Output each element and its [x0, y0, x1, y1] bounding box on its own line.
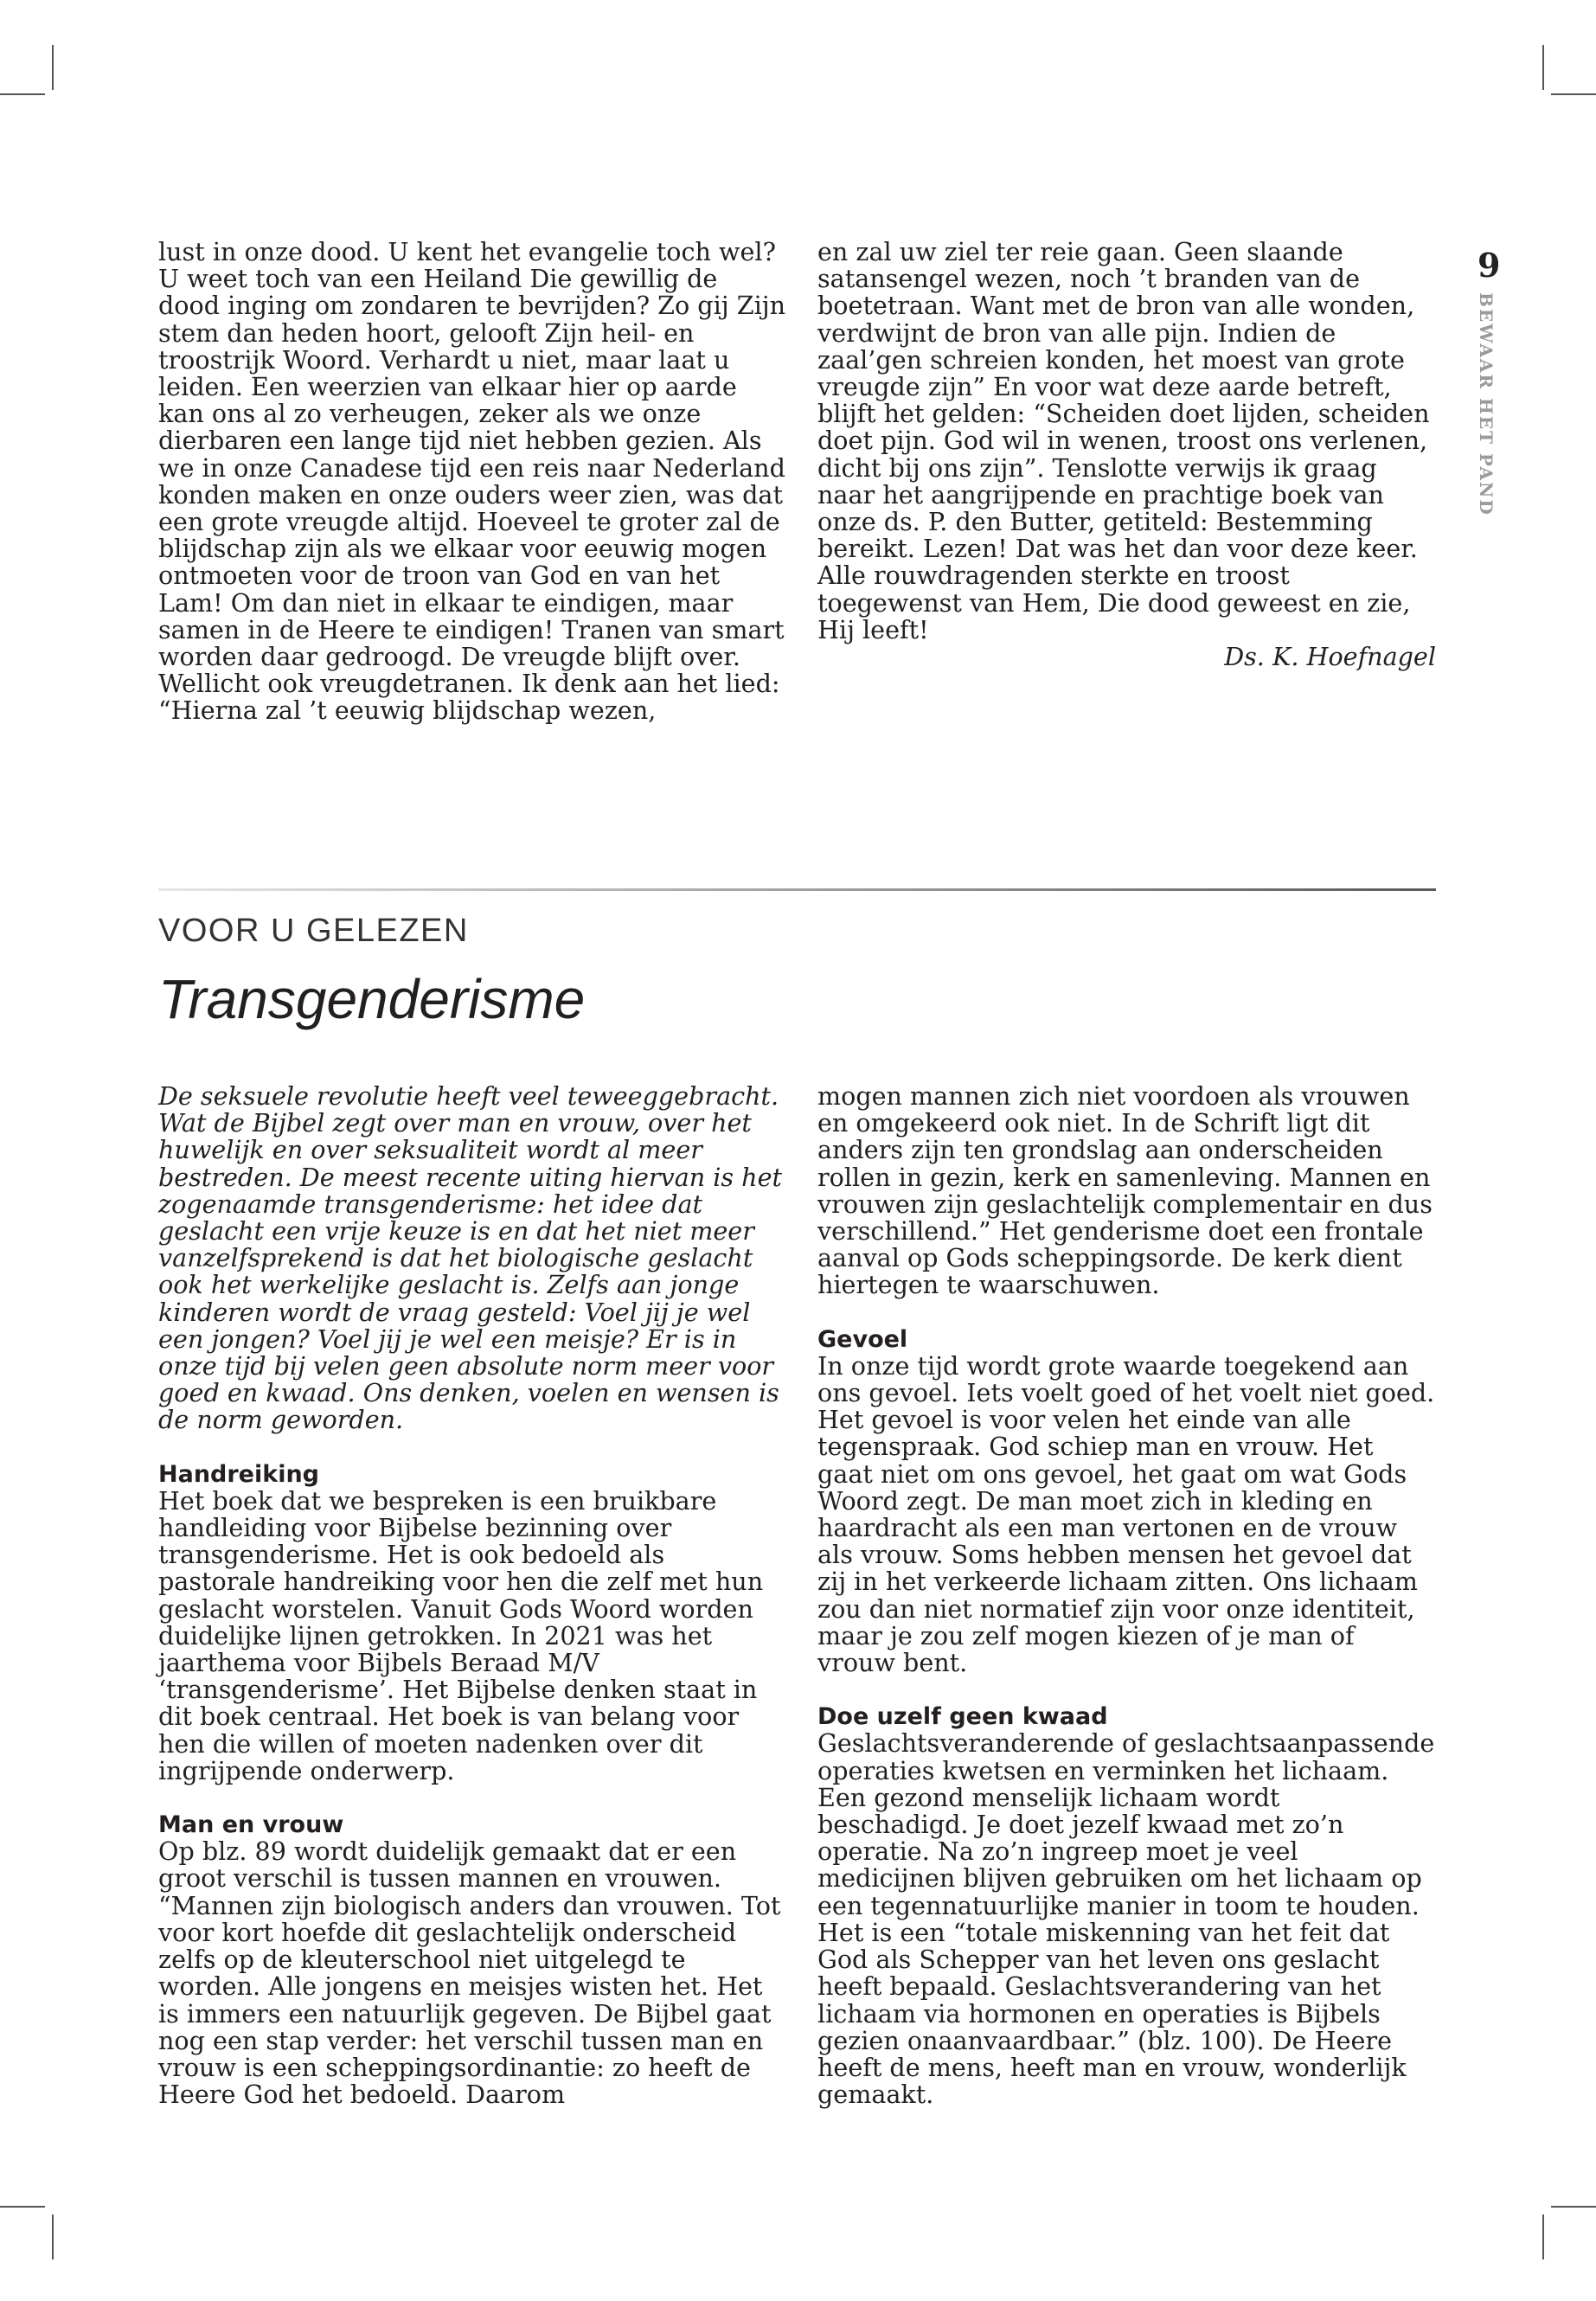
section-text: Geslachtsveranderende of geslachtsaanpassende operaties kwetsen en verminken het lichaam. Een gezond menselijk lichaam wordt beschadigd. Je doet jezelf kwaad met zo’n operatie. Na zo’n ingreep moet je veel medicijnen blijven gebruiken om het lichaam op een tegennatuurlijke manier in toom te houden. Het is een “totale miskenning van het feit dat God als Schepper van het leven ons geslacht heeft bepaald. Geslachtsverandering van het lichaam via hormonen en operaties is Bijbels gezien onaanvaardbaar.” (blz. 100). De Heere heeft de mens, heeft man en vrouw, wonderlijk gemaakt. [817, 1728, 1435, 2110]
section-kicker: VOOR U GELEZEN [158, 913, 469, 949]
section-text: mogen mannen zich niet voordoen als vrouwen en omgekeerd ook niet. In de Schrift ligt dit anders zijn ten grondslag aan onderscheiden rollen in gezin, kerk en samenleving. Mannen en vrouwen zijn geslachtelijk complementair en dus verschillend.” Het genderisme doet een frontale aanval op Gods scheppingsorde. De kerk dient hiertegen te waarschuwen. [817, 1081, 1433, 1300]
section-text: Het boek dat we bespreken is een bruikbare handleiding voor Bijbelse bezinning over transgenderisme. Het is ook bedoeld als pastorale handreiking voor hen die zelf met hun geslacht worstelen. Vanuit Gods Woord worden duidelijke lijnen getrokken. In 2021 was het jaarthema voor Bijbels Beraad M/V ‘transgenderisme’. Het Bijbelse denken staat in dit boek centraal. Het boek is van belang voor hen die willen of moeten nadenken over dit ingrijpende onderwerp. [158, 1485, 764, 1785]
section-text: Op blz. 89 wordt duidelijk gemaakt dat er een groot verschil is tussen mannen en vrouwen. “Mannen zijn biologisch anders dan vrouwen. Tot voor kort hoefde dit geslachtelijk onderscheid zelfs op de kleuterschool niet uitgelegd te worden. Alle jongens en meisjes wisten het. Het is immers een natuurlijk gegeven. De Bijbel gaat nog een stap verder: het verschil tussen man en vrouw is een scheppingsordinantie: zo heeft de Heere God het bedoeld. Daarom [158, 1836, 781, 2110]
section-text: In onze tijd wordt grote waarde toegekend aan ons gevoel. Iets voelt goed of het voelt niet goed. Het gevoel is voor velen het einde van alle tegenspraak. God schiep man en vrouw. Het gaat niet om ons gevoel, het gaat om wat Gods Woord zegt. De man moet zich in kleding en haardracht als een man vertonen en de vrouw als vrouw. Soms hebben mensen het gevoel dat zij in het verkeerde lichaam zitten. Ons lichaam zou dan niet normatief zijn voor onze identiteit, maar je zou zelf mogen kiezen of je man of vrouw bent. [817, 1350, 1435, 1678]
body-text: en zal uw ziel ter reie gaan. Geen slaande satansengel wezen, noch ’t branden van de boetetraan. Want met de bron van alle wonden, verdwijnt de bron van alle pijn. Indien de zaal’gen schreien konden, het moest van grote vreugde zijn” En voor wat deze aarde betreft, blijft het gelden: “Scheiden doet lijden, scheiden doet pijn. God wil in wenen, troost ons verlenen, dicht bij ons zijn”. Tenslotte verwijs ik graag naar het aangrijpende en prachtige boek van onze ds. P. den Butter, getiteld: Bestemming bereikt. Lezen! Dat was het dan voor deze keer. Alle rouwdragenden sterkte en troost toegewenst van Hem, Die dood geweest en zie, Hij leeft! [817, 237, 1430, 644]
section-heading: Man en vrouw [158, 1811, 344, 1839]
section-heading: Gevoel [817, 1325, 908, 1353]
section-heading: Handreiking [158, 1460, 320, 1488]
crop-mark [0, 2206, 45, 2208]
section-divider [158, 888, 1436, 891]
crop-mark [0, 93, 45, 95]
crop-mark [1542, 45, 1544, 90]
article-intro: De seksuele revolutie heeft veel teweeggebracht. Wat de Bijbel zegt over man en vrouw, over het huwelijk en over seksualiteit wordt al meer bestreden. De meest recente uiting hiervan is het zogenaamde transgenderisme: het idee dat geslacht een vrije keuze is en dat het niet meer vanzelfsprekend is dat het biologische geslacht ook het werkelijke geslacht is. Zelfs aan jonge kinderen wordt de vraag gesteld: Voel jij je wel een jongen? Voel jij je wel een meisje? Er is in onze tijd bij velen geen absolute norm meer voor goed en kwaad. Ons denken, voelen en wensen is de norm geworden. [158, 1081, 782, 1435]
crop-mark [1542, 2214, 1544, 2259]
running-head: BEWAAR HET PAND [1476, 292, 1497, 516]
article-title: Transgenderisme [158, 968, 586, 1030]
article-right-column [817, 1083, 1436, 2108]
crop-mark [1551, 2206, 1596, 2208]
body-text: lust in onze dood. U kent het evangelie toch wel? U weet toch van een Heiland Die gewillig de dood inging om zondaren te bevrijden? Zo gij Zijn stem dan heden hoort, gelooft Zijn heil- en troostrijk Woord. Verhardt u niet, maar laat u leiden. Een weerzien van elkaar hier op aarde kan ons al zo verheugen, zeker als we onze dierbaren een lange tijd niet hebben gezien. Als we in onze Canadese tijd een reis naar Nederland konden maken en onze ouders weer zien, was dat een grote vreugde altijd. Hoeveel te groter zal de blijdschap zijn als we elkaar voor eeuwig mogen ontmoeten voor de troon van God en van het Lam! Om dan niet in elkaar te eindigen, maar samen in de Heere te eindigen! Tranen van smart worden daar gedroogd. De vreugde blijft over. Wellicht ook vreugdetranen. Ik denk aan het lied: “Hierna zal ’t eeuwig blijdschap wezen, [158, 237, 785, 726]
section-heading: Doe uzelf geen kwaad [817, 1703, 1108, 1731]
crop-mark [52, 45, 54, 90]
page-number: 9 [1477, 246, 1501, 285]
crop-mark [52, 2214, 54, 2259]
crop-mark [1551, 93, 1596, 95]
article-left-column [158, 1083, 785, 2108]
author-signature: Ds. K. Hoefnagel [1224, 642, 1436, 672]
top-left-column [158, 239, 785, 725]
top-right-column [817, 239, 1436, 670]
